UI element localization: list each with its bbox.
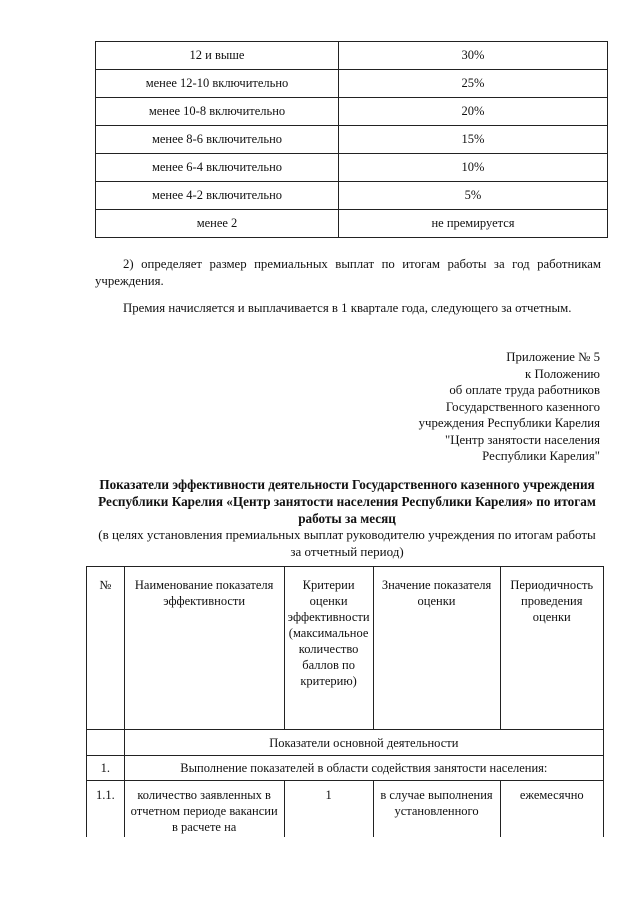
document-title: Показатели эффективности деятельности Государственного казенного учреждения Республики Карелия «Центр занятости населения Республики Карелия» по итогам работы за месяц [98, 477, 596, 526]
annex-line: Приложение № 5 [506, 350, 600, 364]
table-row [96, 154, 608, 182]
row-value: в случае выполнения установленного [373, 781, 500, 838]
section-empty-cell [87, 730, 125, 756]
row-name: количество заявленных в отчетном периоде вакансии в расчете на [124, 781, 284, 838]
table-row [96, 210, 608, 238]
group-title: Выполнение показателей в области содействия занятости населения: [124, 756, 603, 781]
annex-line: "Центр занятости населения [445, 432, 600, 447]
rate-percent-cell: 25% [339, 70, 608, 98]
annex-line: учреждения Республики Карелия [418, 416, 600, 430]
row-criteria: 1 [284, 781, 373, 838]
table-row [87, 781, 604, 838]
rate-range-cell: менее 12-10 включительно [96, 70, 339, 98]
header-criteria: Критерии оценки эффективности (максимальное количество баллов по критерию) [284, 567, 373, 730]
header-period: Периодичность проведения оценки [500, 567, 603, 730]
paragraph-annual-premium: 2) определяет размер премиальных выплат по итогам работы за год работникам учреждения. [95, 257, 601, 288]
group-row [87, 756, 604, 781]
table-row [96, 42, 608, 70]
rate-range-cell: менее 8-6 включительно [96, 126, 339, 154]
rate-percent-cell: 10% [339, 154, 608, 182]
table-row [96, 182, 608, 210]
rate-range-cell: 12 и выше [96, 42, 339, 70]
rate-range-cell: менее 10-8 включительно [96, 98, 339, 126]
section-row [87, 730, 604, 756]
table-header-row [87, 567, 604, 730]
rate-percent-cell: 15% [339, 126, 608, 154]
section-title: Показатели основной деятельности [124, 730, 603, 756]
header-num: № [87, 567, 125, 730]
rate-range-cell: менее 6-4 включительно [96, 154, 339, 182]
rate-range-cell: менее 4-2 включительно [96, 182, 339, 210]
document-subtitle: (в целях установления премиальных выплат руководителю учреждения по итогам работы за отчетный период) [98, 527, 596, 559]
header-name: Наименование показателя эффективности [124, 567, 284, 730]
annex-line: Республики Карелия" [482, 449, 600, 463]
rate-percent-cell: 5% [339, 182, 608, 210]
annex-line: к Положению [525, 366, 600, 381]
annex-reference [419, 349, 600, 465]
premium-rate-table [95, 41, 608, 238]
rate-percent-cell: 20% [339, 98, 608, 126]
table-row [96, 70, 608, 98]
rate-percent-cell: 30% [339, 42, 608, 70]
header-value: Значение показателя оценки [373, 567, 500, 730]
rate-percent-cell: не премируется [339, 210, 608, 238]
indicators-table [86, 566, 604, 837]
table-row [96, 98, 608, 126]
table-row [96, 126, 608, 154]
rate-range-cell: менее 2 [96, 210, 339, 238]
row-period: ежемесячно [500, 781, 603, 838]
paragraph-premium-payment: Премия начисляется и выплачивается в 1 квартале года, следующего за отчетным. [123, 301, 572, 315]
row-num: 1.1. [87, 781, 125, 838]
annex-line: Государственного казенного [445, 399, 600, 414]
group-num: 1. [87, 756, 125, 781]
annex-line: об оплате труда работников [449, 383, 600, 397]
